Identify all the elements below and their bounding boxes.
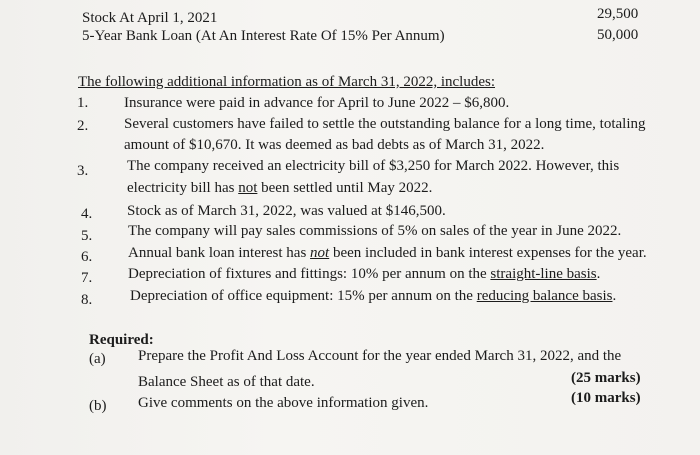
part-a-marks: (25 marks) [571,370,641,386]
required-heading: Required: [89,332,154,348]
info-heading: The following additional information as of March 31, 2022, includes: [78,74,495,90]
item-number: 5. [81,228,93,244]
part-a-text: Balance Sheet as of that date. [138,374,315,390]
stock-value: 29,500 [597,6,639,22]
stock-label: Stock At April 1, 2021 [82,10,218,26]
item-text: Several customers have failed to settle the outstanding balance for a long time, totaling [124,116,646,132]
loan-label: 5-Year Bank Loan (At An Interest Rate Of 15% Per Annum) [82,28,445,44]
item-number: 4. [81,206,93,222]
item-number: 1. [77,95,89,111]
item-number: 6. [81,249,93,265]
item-text: Depreciation of fixtures and fittings: 10% per annum on the straight-line basis. [128,266,601,282]
item-number: 2. [77,118,89,134]
item-number: 7. [81,270,93,286]
item-text: The company received an electricity bill of $3,250 for March 2022. However, this [127,158,620,174]
item-text: Insurance were paid in advance for April to June 2022 – $6,800. [124,95,510,111]
item-text: Depreciation of office equipment: 15% per annum on the reducing balance basis. [130,288,617,304]
part-b-marks: (10 marks) [571,390,641,406]
part-a-label: (a) [89,351,106,367]
item-text: Annual bank loan interest has not been included in bank interest expenses for the year. [128,245,647,261]
item-text: The company will pay sales commissions of 5% on sales of the year in June 2022. [128,223,622,239]
item-text: amount of $10,670. It was deemed as bad debts as of March 31, 2022. [124,137,545,153]
part-b-text: Give comments on the above information given. [138,395,429,411]
item-number: 8. [81,292,93,308]
item-number: 3. [77,163,89,179]
part-a-text: Prepare the Profit And Loss Account for the year ended March 31, 2022, and the [138,348,622,364]
loan-value: 50,000 [597,27,639,43]
item-text: Stock as of March 31, 2022, was valued at $146,500. [127,203,446,219]
item-text: electricity bill has not been settled until May 2022. [127,180,433,196]
part-b-label: (b) [89,398,107,414]
